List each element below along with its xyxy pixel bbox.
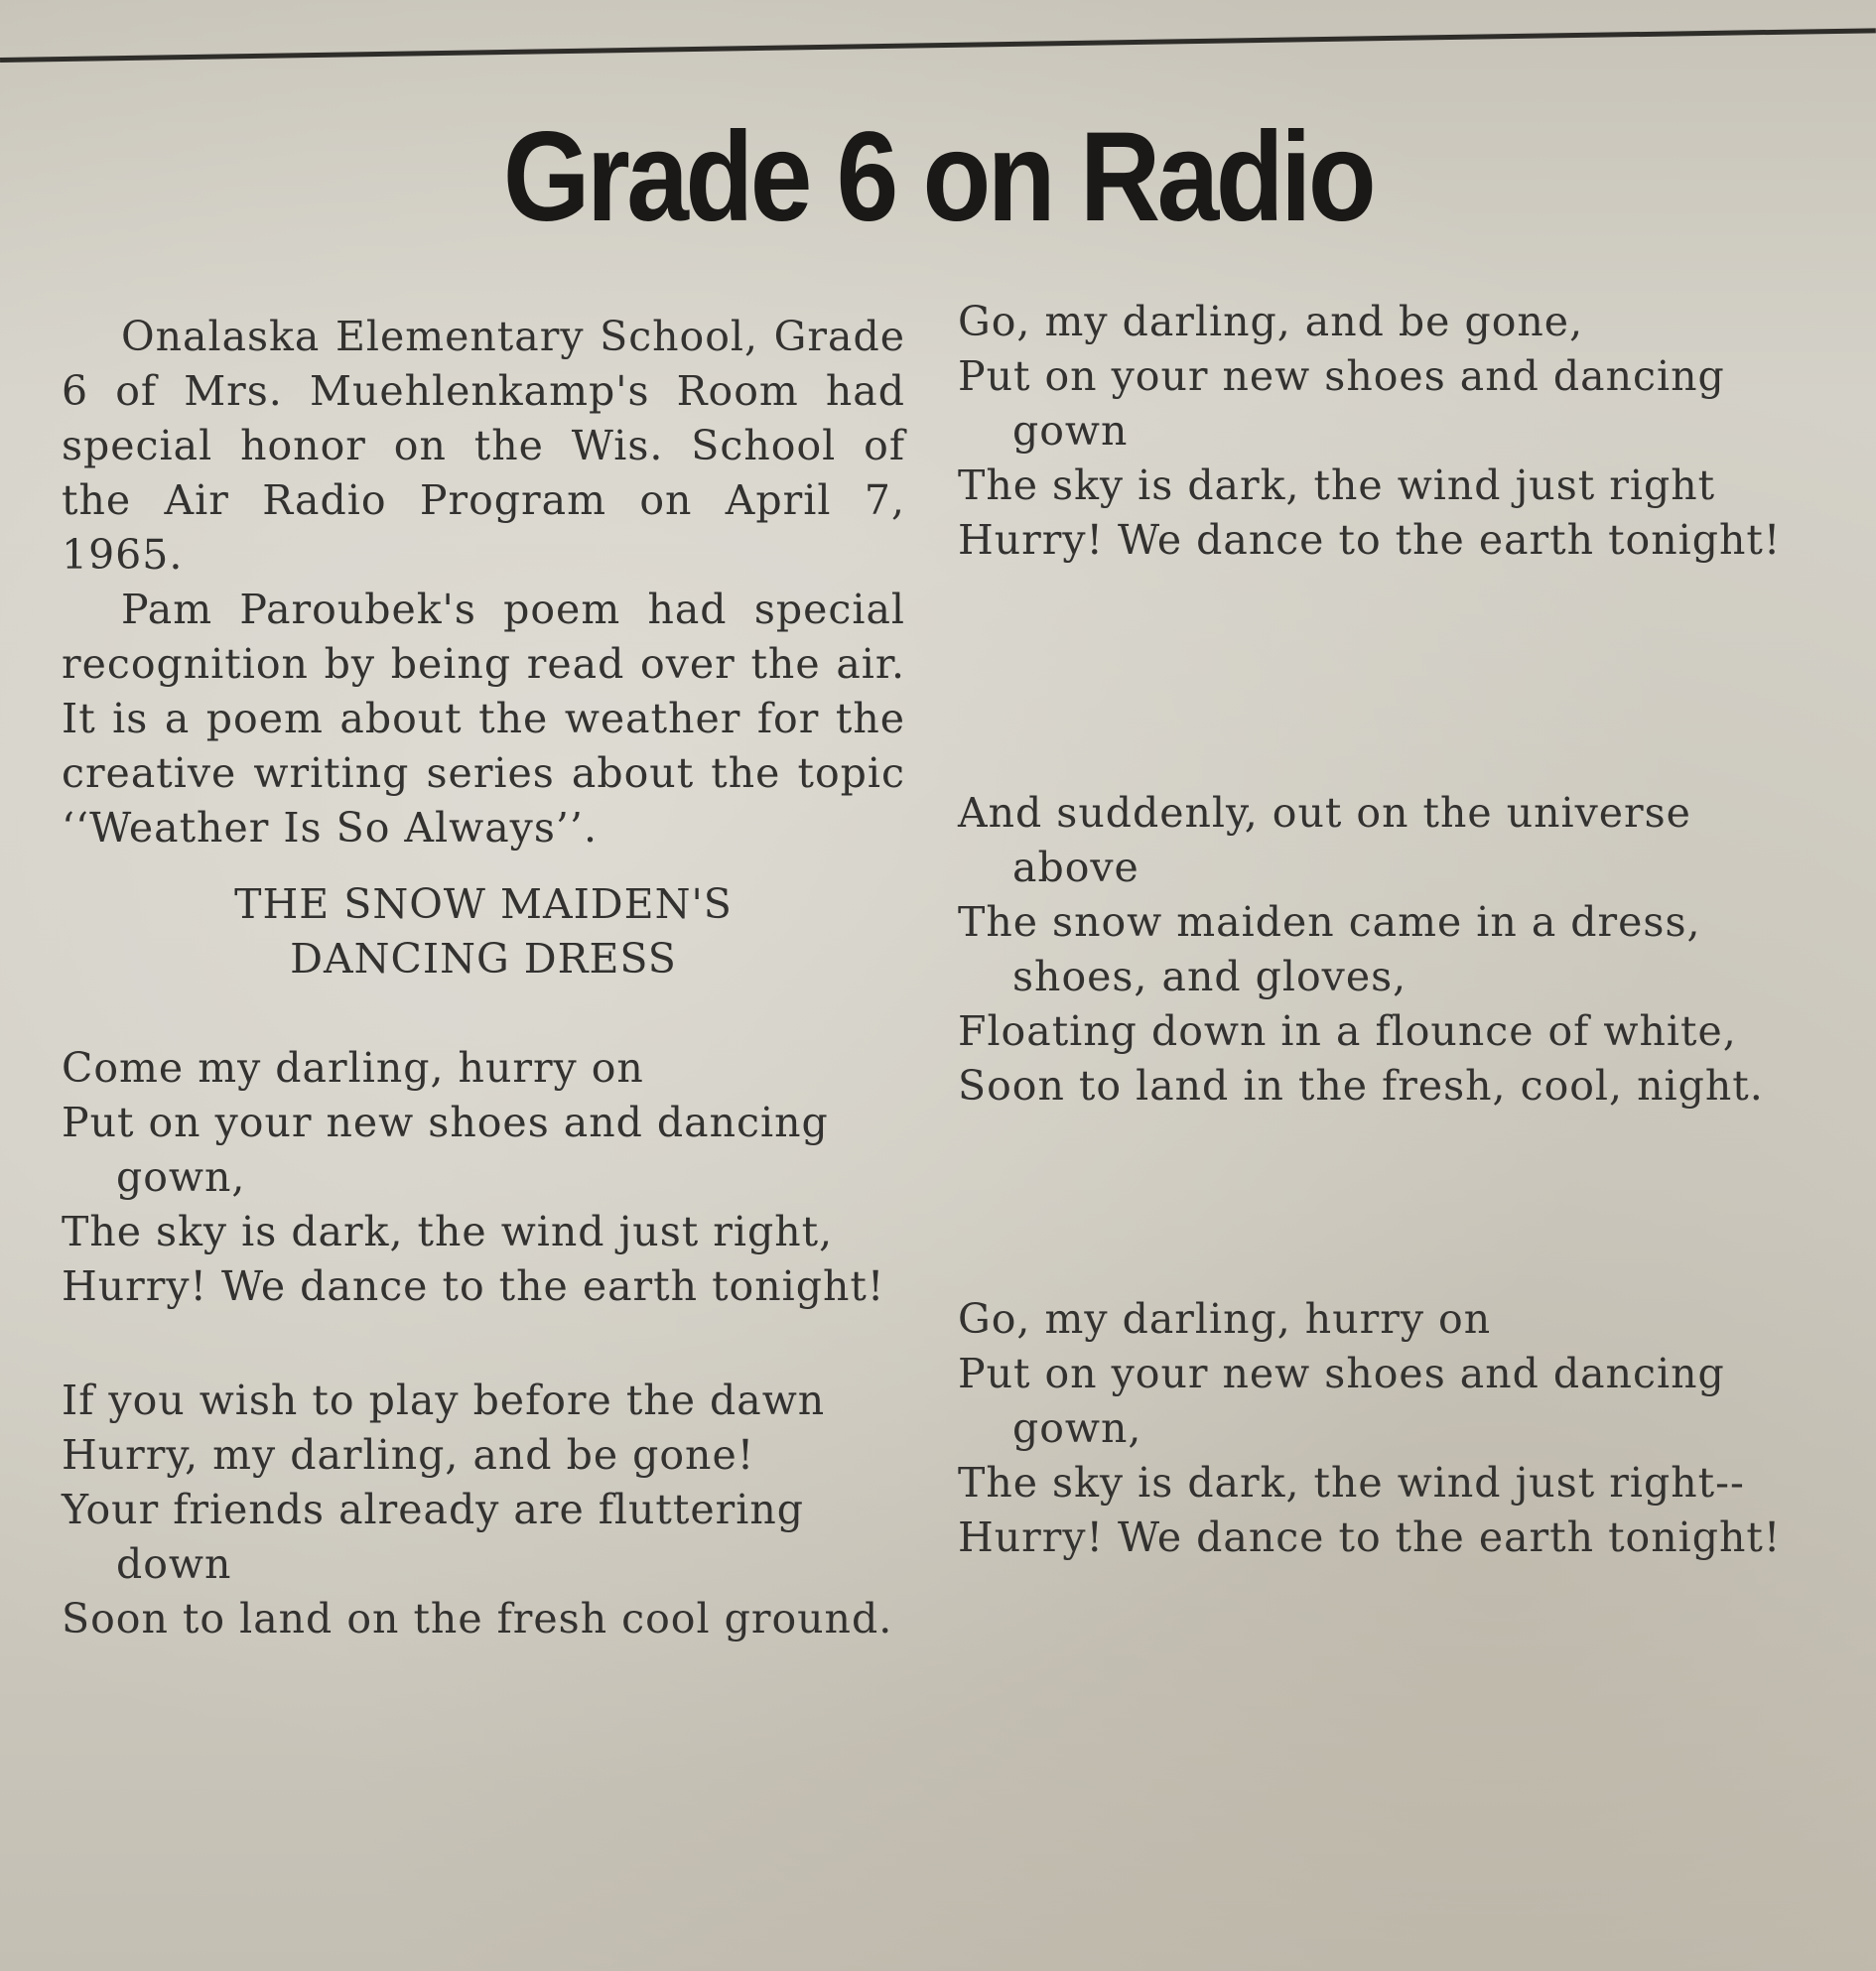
- poem-line: The sky is dark, the wind just right,: [62, 1208, 834, 1255]
- headline: Grade 6 on Radio: [502, 106, 1374, 248]
- poem-stanza-5: [958, 1292, 1802, 1565]
- poem-title: [62, 877, 905, 986]
- poem-line: Go, my darling, hurry on: [958, 1295, 1492, 1343]
- poem-title-line-1: THE SNOW MAIDEN'S: [234, 880, 733, 928]
- article-paragraph-2: Pam Paroubek's poem had special recognition by being read over the air. It is a poem about the weather for the creative writing series about the topic ‘‘Weather Is So Always’’.: [62, 586, 905, 852]
- poem-line: Soon to land in the fresh, cool, night.: [958, 1062, 1764, 1110]
- right-column: [958, 295, 1802, 1565]
- poem-line: The snow maiden came in a dress, shoes, and gloves,: [958, 898, 1701, 1000]
- poem-line: Put on your new shoes and dancing gown,: [958, 1350, 1725, 1452]
- poem-line: Hurry! We dance to the earth tonight!: [62, 1262, 885, 1310]
- poem-line: Come my darling, hurry on: [62, 1044, 644, 1092]
- poem-line: Floating down in a flounce of white,: [958, 1007, 1737, 1055]
- poem-stanza-4: [958, 786, 1802, 1114]
- poem-stanza-3: [958, 295, 1802, 568]
- poem-line: Soon to land on the fresh cool ground.: [62, 1595, 893, 1642]
- poem-line: Your friends already are fluttering down: [62, 1486, 805, 1588]
- article-paragraph-1: Onalaska Elementary School, Grade 6 of Mrs. Muehlenkamp's Room had special honor on the Wis. School of the Air Radio Program on April 7, 1965.: [62, 313, 905, 579]
- poem-line: Hurry! We dance to the earth tonight!: [958, 516, 1782, 564]
- poem-stanza-2: [62, 1374, 905, 1646]
- poem-line: If you wish to play before the dawn: [62, 1377, 826, 1424]
- top-rule: [0, 28, 1876, 63]
- poem-line: Go, my darling, and be gone,: [958, 298, 1584, 345]
- poem-title-line-2: DANCING DRESS: [290, 935, 677, 983]
- poem-line: The sky is dark, the wind just right: [958, 461, 1716, 509]
- poem-line: Hurry, my darling, and be gone!: [62, 1431, 755, 1479]
- poem-line: Put on your new shoes and dancing gown: [958, 352, 1725, 455]
- left-column: [62, 310, 905, 1646]
- poem-stanza-1: [62, 1041, 905, 1314]
- poem-line: Put on your new shoes and dancing gown,: [62, 1099, 829, 1201]
- poem-line: The sky is dark, the wind just right--: [958, 1459, 1745, 1507]
- poem-line: And suddenly, out on the universe above: [958, 789, 1691, 891]
- poem-line: Hurry! We dance to the earth tonight!: [958, 1513, 1782, 1561]
